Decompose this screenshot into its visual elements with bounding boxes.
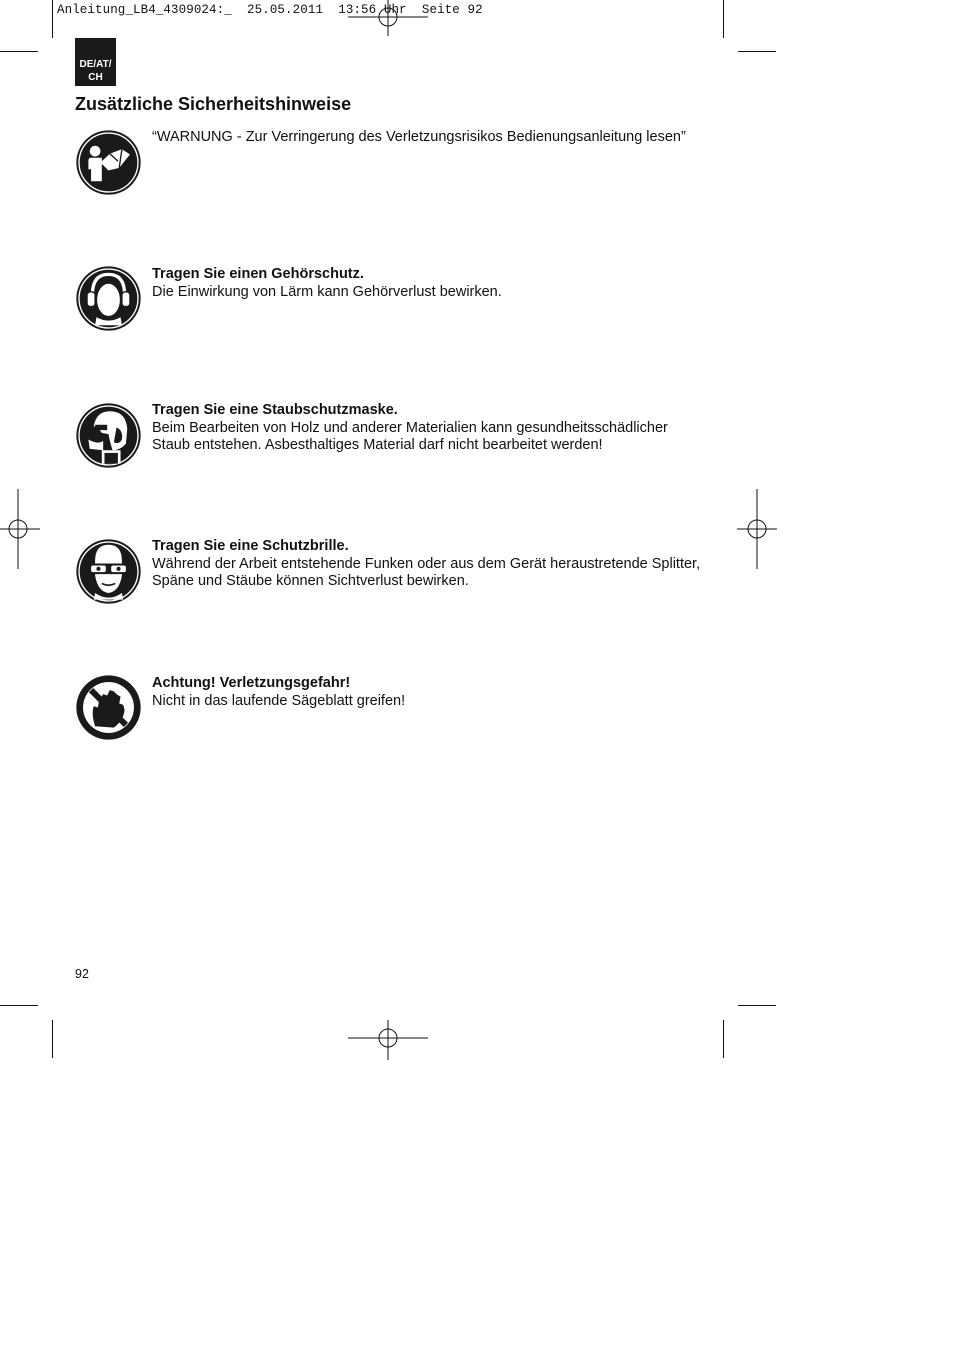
notice-no-hands bbox=[152, 675, 732, 710]
notice-heading: Achtung! Verletzungsgefahr! bbox=[152, 675, 351, 691]
crop-mark bbox=[52, 1020, 53, 1058]
language-tab-line2: CH bbox=[88, 72, 103, 83]
registration-mark-bottom bbox=[348, 1020, 428, 1060]
notice-body-line: Während der Arbeit entstehende Funken oder aus dem Gerät heraustretende Splitter, bbox=[152, 555, 701, 572]
crop-mark bbox=[738, 1005, 776, 1006]
crop-mark bbox=[723, 0, 724, 38]
language-tab bbox=[75, 38, 116, 86]
slug-page-label: Seite 92 bbox=[421, 3, 483, 17]
notice-read-manual bbox=[152, 129, 732, 147]
dust-mask-icon bbox=[75, 402, 142, 469]
language-tab-line1: DE/AT/ bbox=[79, 59, 112, 70]
page-number: 92 bbox=[75, 967, 89, 981]
crop-mark bbox=[0, 1005, 38, 1006]
registration-mark-left bbox=[0, 489, 40, 569]
crop-mark bbox=[52, 0, 53, 38]
notice-heading: Tragen Sie eine Schutzbrille. bbox=[152, 538, 349, 554]
notice-heading: Tragen Sie eine Staubschutzmaske. bbox=[152, 402, 398, 418]
notice-body: Die Einwirkung von Lärm kann Gehörverlust bewirken. bbox=[152, 283, 502, 300]
notice-body-line: Späne und Stäube können Sichtverlust bewirken. bbox=[152, 573, 469, 589]
slug-date: 25.05.2011 bbox=[247, 3, 324, 17]
no-hands-icon bbox=[75, 674, 142, 741]
page-title: Zusätzliche Sicherheitshinweise bbox=[75, 94, 352, 114]
slug-filename: Anleitung_LB4_4309024:_ bbox=[57, 3, 232, 17]
notice-body-line: Staub entstehen. Asbesthaltiges Material darf nicht bearbeitet werden! bbox=[152, 437, 603, 453]
registration-mark-right bbox=[737, 489, 777, 569]
notice-body-line: Beim Bearbeiten von Holz und anderer Materialien kann gesundheitsschädlicher bbox=[152, 419, 668, 436]
safety-glasses-icon bbox=[75, 538, 142, 605]
notice-safety-glasses bbox=[152, 538, 732, 591]
notice-body: Nicht in das laufende Sägeblatt greifen! bbox=[152, 692, 406, 709]
hearing-protection-icon bbox=[75, 265, 142, 332]
notice-dust-mask bbox=[152, 402, 732, 455]
crop-mark bbox=[723, 1020, 724, 1058]
crop-mark bbox=[0, 51, 38, 52]
crop-mark bbox=[738, 51, 776, 52]
read-manual-icon bbox=[75, 129, 142, 196]
slug-time: 13:56 Uhr bbox=[338, 3, 407, 17]
notice-heading: Tragen Sie einen Gehörschutz. bbox=[152, 266, 364, 282]
notice-hearing-protection bbox=[152, 266, 732, 301]
registration-mark-top bbox=[348, 0, 428, 36]
notice-body: “WARNUNG - Zur Verringerung des Verletzungsrisikos Bedienungsanleitung lesen” bbox=[152, 129, 686, 145]
